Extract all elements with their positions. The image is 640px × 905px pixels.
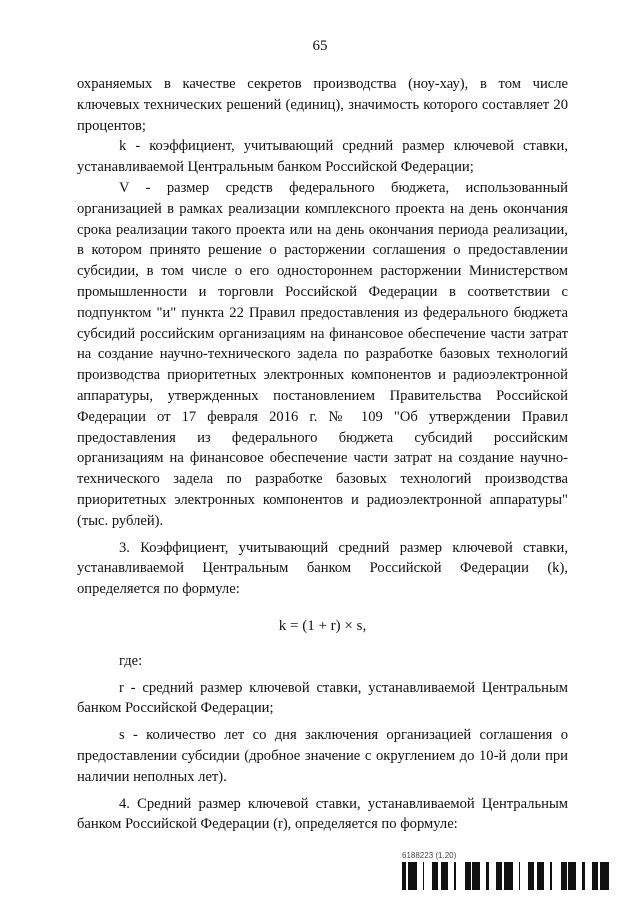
- document-body: [77, 74, 568, 835]
- paragraph-continuation: охраняемых в качестве секретов производства (ноу-хау), в том числе ключевых технических решений (единиц), значимость которого составляет 20 процентов;: [77, 76, 568, 134]
- paragraph-v-definition: V - размер средств федерального бюджета, использованный организацией в рамках реализации комплексного проекта на день окончания срока реализации такого проекта или на день окончания периода реализации, в котором принято решение о расторжении соглашения о предоставлении субсидии, в том числе о его одностороннем расторжении Министерством промышленности и торговли Российской Федерации в соответствии с подпунктом "и" пункта 22 Правил предоставления из федерального бюджета субсидий российским организациям на финансовое обеспечение части затрат на создание научно-технического задела по разработке базовых технологий производства приоритетных электронных компонентов и радиоэлектронной аппаратуры, утвержденных постановлением Правительства Российской Федерации от 17 февраля 2016 г. № 109 "Об утверждении Правил предоставления из федерального бюджета субсидий российским организациям на финансовое обеспечение части затрат на создание научно-технического задела по разработке базовых технологий производства приоритетных электронных компонентов и радиоэлектронной аппаратуры" (тыс. рублей).: [77, 179, 568, 529]
- paragraph-k-definition: k - коэффициент, учитывающий средний размер ключевой ставки, устанавливаемой Центральным банком Российской Федерации;: [77, 138, 568, 176]
- barcode-image: [402, 862, 614, 890]
- paragraph-item-3: 3. Коэффициент, учитывающий средний размер ключевой ставки, устанавливаемой Центральным банком Российской Федерации (k), определяется по формуле:: [77, 539, 568, 598]
- footer: [402, 851, 614, 891]
- document-code: 6188223 (1.20): [402, 851, 457, 860]
- paragraph-item-4: 4. Средний размер ключевой ставки, устанавливаемой Центральным банком Российской Федерации (r), определяется по формуле:: [77, 795, 568, 833]
- formula-k: k = (1 + r) × s,: [278, 617, 367, 634]
- paragraph-r-definition: r - средний размер ключевой ставки, устанавливаемой Центральным банком Российской Федерации;: [77, 679, 568, 717]
- page-number: 65: [312, 38, 328, 54]
- paragraph-s-definition: s - количество лет со дня заключения организацией соглашения о предоставлении субсидии (дробное значение с округлением до 10-й доли при наличии неполных лет).: [77, 727, 568, 785]
- where-label: где:: [119, 652, 143, 669]
